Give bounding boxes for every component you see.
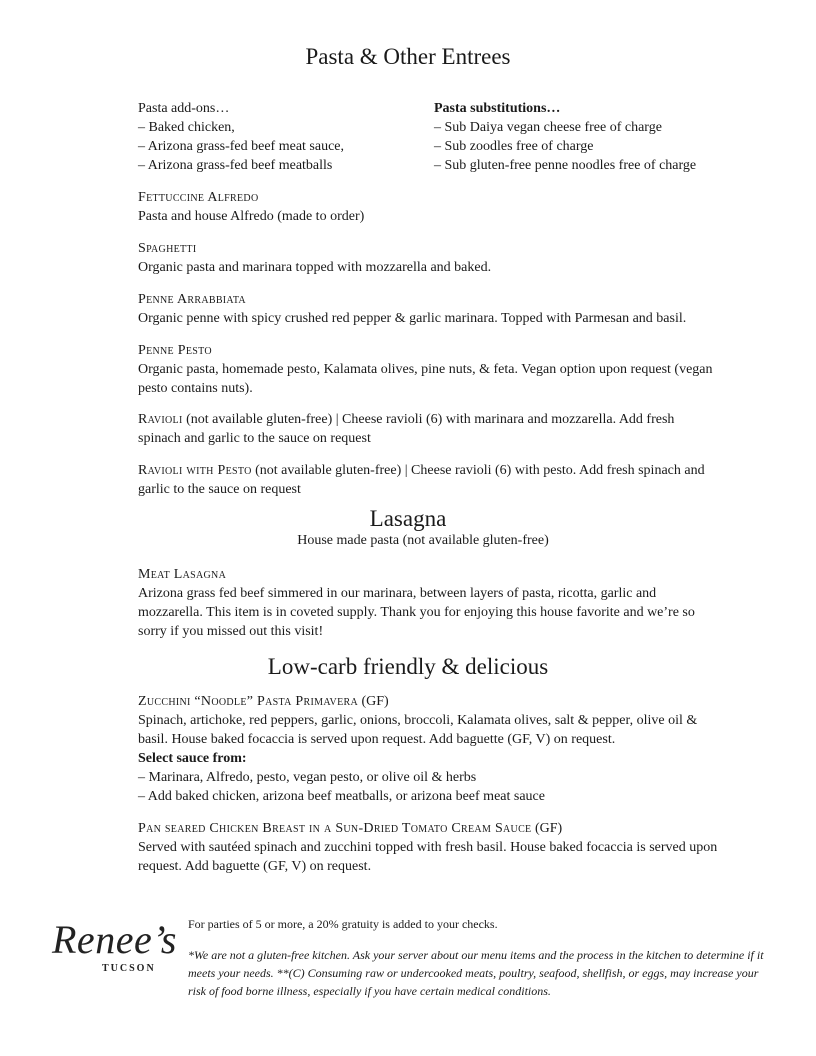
pasta-addon-item: – Arizona grass-fed beef meatballs	[138, 158, 333, 173]
menu-item-description: Cheese ravioli (6) with marinara and mozzarella. Add fresh spinach and garlic to the sauce on request	[138, 412, 675, 446]
menu-item-description: Arizona grass fed beef simmered in our marinara, between layers of pasta, ricotta, garlic and mozzarella. This item is in coveted supply. Thank you for enjoying this house favorite and we’re so sorry if you missed out this visit!	[138, 586, 695, 639]
lowcarb-section-title: Low-carb friendly & delicious	[267, 654, 549, 679]
menu-item-name: Fettuccine Alfredo	[138, 190, 259, 205]
menu-item-name: Penne Arrabbiata	[138, 292, 246, 307]
menu-item-description: Pasta and house Alfredo (made to order)	[138, 209, 365, 224]
pasta-addons	[138, 99, 344, 175]
menu-item-chicken-breast	[138, 819, 718, 876]
sauce-option: – Marinara, Alfredo, pesto, vegan pesto, or olive oil & herbs	[138, 770, 477, 785]
pasta-substitution-item: – Sub Daiya vegan cheese free of charge	[434, 120, 662, 135]
pasta-substitution-item: – Sub gluten-free penne noodles free of charge	[434, 158, 697, 173]
pasta-substitutions-heading: Pasta substitutions…	[434, 101, 561, 116]
menu-item-penne-arrabbiata	[138, 290, 718, 328]
menu-item-description: Served with sautéed spinach and zucchini topped with fresh basil. House baked focaccia is served upon request. Add baguette (GF, V) on request.	[138, 840, 718, 874]
pasta-addon-item: – Arizona grass-fed beef meat sauce,	[138, 139, 345, 154]
menu-item-spaghetti	[138, 239, 718, 277]
menu-item-name: Penne Pesto	[138, 343, 212, 358]
menu-item-description: Organic penne with spicy crushed red pepper & garlic marinara. Topped with Parmesan and basil.	[138, 311, 687, 326]
menu-item-name: Ravioli with Pesto	[138, 463, 252, 478]
menu-item-note: (not available gluten-free) |	[182, 412, 343, 427]
menu-item-ravioli-with-pesto	[138, 461, 718, 499]
menu-item-name: Zucchini “Noodle” Pasta Primavera	[138, 694, 358, 709]
menu-item-description: Organic pasta and marinara topped with mozzarella and baked.	[138, 260, 492, 275]
logo-city-text: TUCSON	[102, 963, 156, 974]
menu-item-ravioli	[138, 410, 718, 448]
pasta-addons-heading: Pasta add-ons…	[138, 101, 230, 116]
lasagna-section-title: Lasagna	[369, 506, 447, 531]
menu-item-meat-lasagna	[138, 565, 718, 641]
menu-item-zucchini-primavera	[138, 692, 718, 806]
pasta-addon-item: – Baked chicken,	[138, 120, 235, 135]
sauce-heading: Select sauce from:	[138, 751, 247, 766]
lasagna-section-subtitle: House made pasta (not available gluten-free)	[297, 533, 549, 548]
menu-item-description: Cheese ravioli (6) with pesto. Add fresh spinach and garlic to the sauce on request	[138, 463, 705, 497]
menu-item-fettuccine-alfredo	[138, 188, 718, 226]
pasta-substitutions	[434, 99, 696, 175]
menu-item-name: Spaghetti	[138, 241, 197, 256]
pasta-substitution-item: – Sub zoodles free of charge	[434, 139, 594, 154]
gratuity-note: For parties of 5 or more, a 20% gratuity is added to your checks.	[188, 917, 498, 931]
menu-item-description: Spinach, artichoke, red peppers, garlic, onions, broccoli, Kalamata olives, salt & pepper, olive oil & basil. House baked focaccia is served upon request. Add baguette (GF, V) on request.	[138, 713, 698, 747]
menu-item-tag: (GF)	[531, 821, 563, 836]
menu-item-tag: (GF)	[357, 694, 389, 709]
menu-item-name: Ravioli	[138, 412, 183, 427]
menu-item-name: Meat Lasagna	[138, 567, 227, 582]
menu-item-name: Pan seared Chicken Breast in a Sun-Dried Tomato Cream Sauce	[138, 821, 532, 836]
logo-script-text: Renee’s	[52, 917, 177, 962]
menu-item-description: Organic pasta, homemade pesto, Kalamata olives, pine nuts, & feta. Vegan option upon request (vegan pesto contains nuts).	[138, 362, 713, 396]
menu-item-note: (not available gluten-free) |	[251, 463, 412, 478]
pasta-section-title: Pasta & Other Entrees	[305, 44, 511, 69]
disclaimer-note: *We are not a gluten-free kitchen. Ask your server about our menu items and the process in the kitchen to determine if it meets your needs. **(C) Consuming raw or undercooked meats, poultry, seafood, shellfish, or eggs, may increase your risk of food borne illness, especially if you have certain medical conditions.	[188, 948, 764, 998]
sauce-option: – Add baked chicken, arizona beef meatballs, or arizona beef meat sauce	[138, 789, 545, 804]
menu-item-penne-pesto	[138, 341, 718, 398]
renees-logo	[46, 914, 177, 986]
